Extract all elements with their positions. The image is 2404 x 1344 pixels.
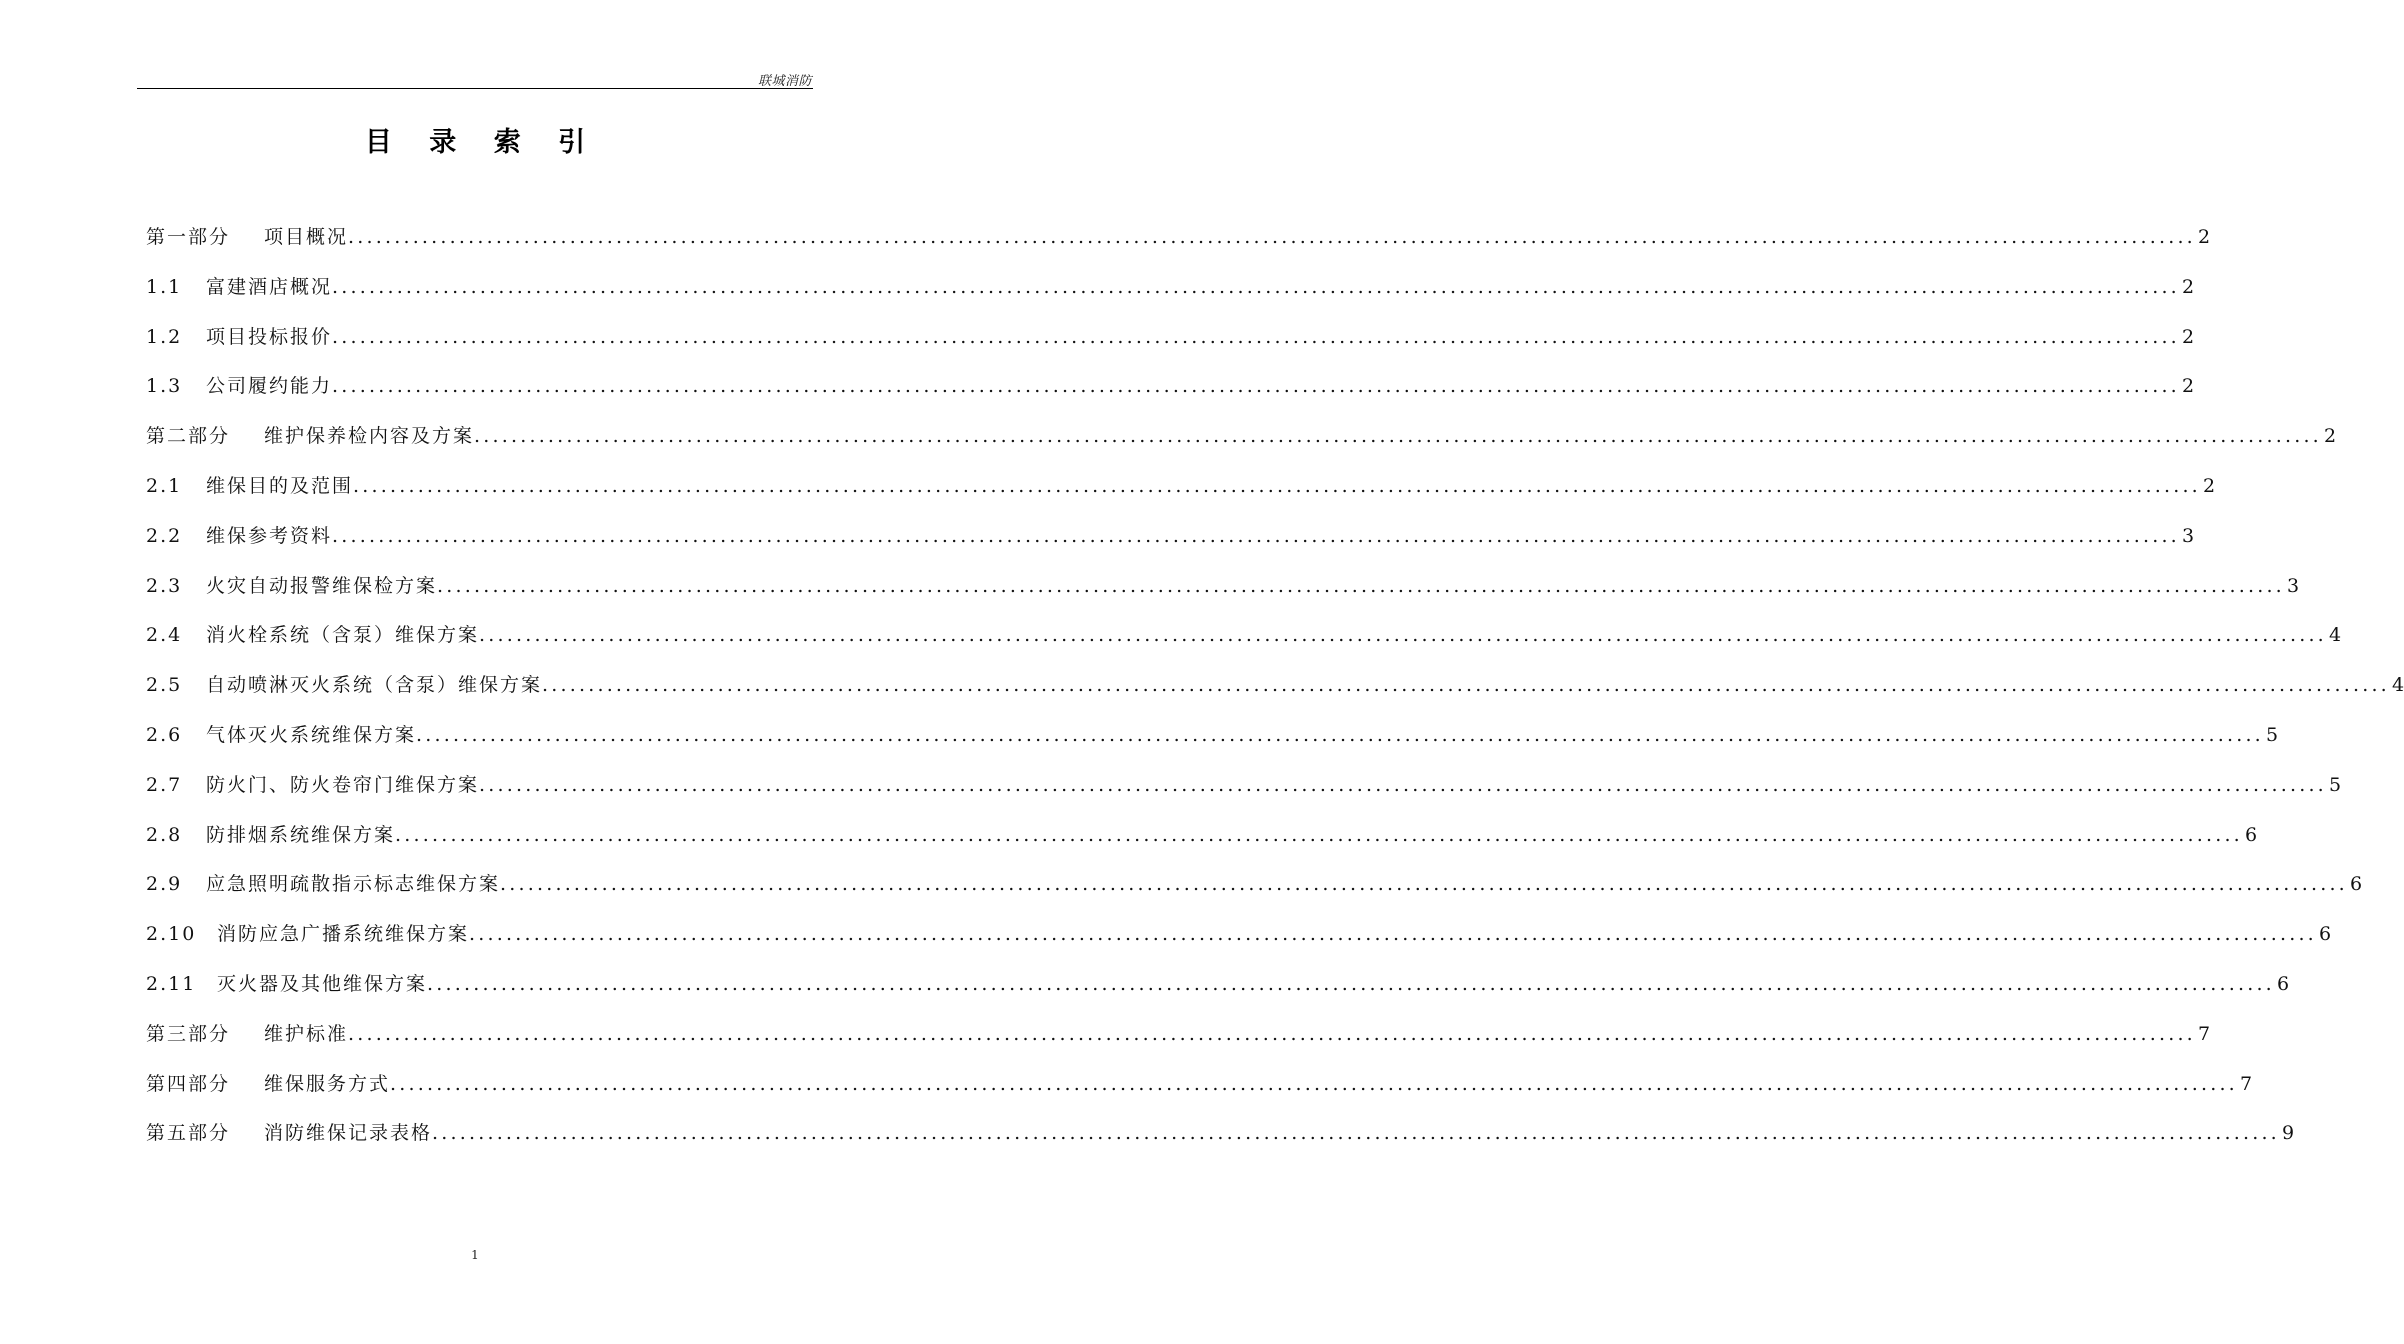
toc-entry-number: 2.7 <box>146 773 183 796</box>
toc-entry-page: 9 <box>2281 1122 2295 1145</box>
toc-entry-number: 第二部分 <box>146 425 231 448</box>
toc-dot-leader: ........................................................................................................................................................................................................ <box>437 574 2285 597</box>
toc-entry-number: 第四部分 <box>146 1072 231 1095</box>
toc-entry-number: 2.4 <box>146 624 183 647</box>
toc-dot-leader: ........................................................................................................................................................................................................ <box>332 275 2180 298</box>
toc-entry-page: 6 <box>2244 823 2258 846</box>
toc-entry-label: 维保目的及范围 <box>206 474 354 497</box>
toc-entry-label: 防排烟系统维保方案 <box>206 823 396 846</box>
toc-entry-label: 自动喷淋灭火系统（含泵）维保方案 <box>206 674 543 697</box>
toc-entry[interactable] <box>146 371 2195 421</box>
toc-dot-leader: ........................................................................................................................................................................................................ <box>348 1022 2196 1045</box>
toc-entry[interactable] <box>146 1069 2253 1119</box>
toc-entry-page: 6 <box>2276 972 2290 995</box>
toc-dot-leader: ........................................................................................................................................................................................................ <box>348 226 2196 248</box>
toc-entry-number: 2.8 <box>146 823 183 846</box>
toc-entry-page: 2 <box>2181 325 2195 348</box>
toc-entry-label: 消防应急广播系统维保方案 <box>217 923 470 946</box>
toc-entry-page: 2 <box>2181 275 2195 298</box>
toc-dot-leader: ........................................................................................................................................................................................................ <box>390 1072 2238 1095</box>
toc-entry-page: 7 <box>2197 1022 2211 1045</box>
toc-entry[interactable] <box>146 620 2342 670</box>
table-of-contents <box>146 222 2404 1168</box>
toc-entry-page: 4 <box>2328 624 2342 647</box>
toc-entry[interactable] <box>146 521 2195 571</box>
toc-dot-leader: ........................................................................................................................................................................................................ <box>432 1122 2280 1145</box>
toc-entry-label: 维保服务方式 <box>264 1072 391 1095</box>
toc-entry-label: 维护标准 <box>264 1022 349 1045</box>
toc-entry-number: 2.6 <box>146 723 183 746</box>
toc-entry-number: 第三部分 <box>146 1022 231 1045</box>
toc-entry-page: 6 <box>2318 923 2332 946</box>
toc-entry-number: 2.1 <box>146 474 183 497</box>
toc-entry-number: 2.3 <box>146 574 183 597</box>
toc-entry-label: 富建酒店概况 <box>206 275 333 298</box>
toc-entry-page: 7 <box>2239 1072 2253 1095</box>
toc-entry[interactable] <box>146 471 2216 521</box>
toc-entry-label: 公司履约能力 <box>206 375 333 398</box>
toc-entry-label: 项目概况 <box>264 226 349 248</box>
toc-entry-number: 2.10 <box>146 923 197 946</box>
toc-entry[interactable] <box>146 820 2258 870</box>
toc-entry-page: 2 <box>2197 226 2211 248</box>
toc-dot-leader: ........................................................................................................................................................................................................ <box>469 923 2317 946</box>
toc-dot-leader: ........................................................................................................................................................................................................ <box>479 773 2327 796</box>
toc-dot-leader: ........................................................................................................................................................................................................ <box>332 325 2180 348</box>
toc-entry[interactable] <box>146 869 2363 919</box>
toc-entry-label: 防火门、防火卷帘门维保方案 <box>206 773 480 796</box>
toc-entry-number: 2.11 <box>146 972 197 995</box>
toc-entry-number: 1.2 <box>146 325 183 348</box>
toc-entry-label: 消防维保记录表格 <box>264 1122 433 1145</box>
toc-entry[interactable] <box>146 571 2300 621</box>
toc-dot-leader: ........................................................................................................................................................................................................ <box>332 524 2180 547</box>
toc-entry-label: 灭火器及其他维保方案 <box>217 972 428 995</box>
toc-entry-label: 气体灭火系统维保方案 <box>206 723 417 746</box>
toc-dot-leader: ........................................................................................................................................................................................................ <box>479 624 2327 647</box>
toc-entry-page: 5 <box>2328 773 2342 796</box>
toc-dot-leader: ........................................................................................................................................................................................................ <box>395 823 2243 846</box>
toc-entry[interactable] <box>146 1019 2211 1069</box>
toc-entry-label: 维护保养检内容及方案 <box>264 425 475 448</box>
toc-entry-number: 第一部分 <box>146 226 231 248</box>
toc-entry-page: 3 <box>2286 574 2300 597</box>
toc-entry[interactable] <box>146 969 2290 1019</box>
toc-entry-number: 2.9 <box>146 873 183 896</box>
footer-page-number: 1 <box>471 1248 479 1262</box>
toc-dot-leader: ........................................................................................................................................................................................................ <box>353 474 2201 497</box>
toc-dot-leader: ........................................................................................................................................................................................................ <box>542 674 2390 697</box>
toc-dot-leader: ........................................................................................................................................................................................................ <box>416 723 2264 746</box>
toc-entry-number: 1.1 <box>146 275 183 298</box>
toc-entry[interactable] <box>146 720 2279 770</box>
toc-entry-page: 2 <box>2323 425 2337 448</box>
toc-entry-label: 项目投标报价 <box>206 325 333 348</box>
toc-entry-number: 2.5 <box>146 674 183 697</box>
toc-entry-label: 消火栓系统（含泵）维保方案 <box>206 624 480 647</box>
toc-entry-page: 6 <box>2349 873 2363 896</box>
toc-entry-page: 5 <box>2265 723 2279 746</box>
toc-entry-number: 第五部分 <box>146 1122 231 1145</box>
toc-entry[interactable] <box>146 670 2404 720</box>
toc-entry-page: 2 <box>2202 474 2216 497</box>
toc-dot-leader: ........................................................................................................................................................................................................ <box>500 873 2348 896</box>
toc-entry[interactable] <box>146 421 2337 471</box>
toc-entry-label: 火灾自动报警维保检方案 <box>206 574 438 597</box>
toc-entry-number: 2.2 <box>146 524 183 547</box>
toc-dot-leader: ........................................................................................................................................................................................................ <box>332 375 2180 398</box>
toc-entry-page: 2 <box>2181 375 2195 398</box>
toc-entry-label: 应急照明疏散指示标志维保方案 <box>206 873 501 896</box>
toc-entry-number: 1.3 <box>146 375 183 398</box>
page-header-text: 联城消防 <box>757 74 812 89</box>
toc-dot-leader: ........................................................................................................................................................................................................ <box>474 425 2322 448</box>
toc-entry[interactable] <box>146 272 2195 322</box>
toc-entry[interactable] <box>146 322 2195 372</box>
toc-entry[interactable] <box>146 222 2211 272</box>
page-title: 目 录 索 引 <box>364 127 600 158</box>
toc-entry[interactable] <box>146 1118 2295 1168</box>
toc-dot-leader: ........................................................................................................................................................................................................ <box>427 972 2275 995</box>
header-rule <box>137 88 813 89</box>
toc-entry-page: 3 <box>2181 524 2195 547</box>
toc-entry-label: 维保参考资料 <box>206 524 333 547</box>
toc-entry-page: 4 <box>2391 674 2404 697</box>
toc-entry[interactable] <box>146 919 2332 969</box>
toc-entry[interactable] <box>146 770 2342 820</box>
